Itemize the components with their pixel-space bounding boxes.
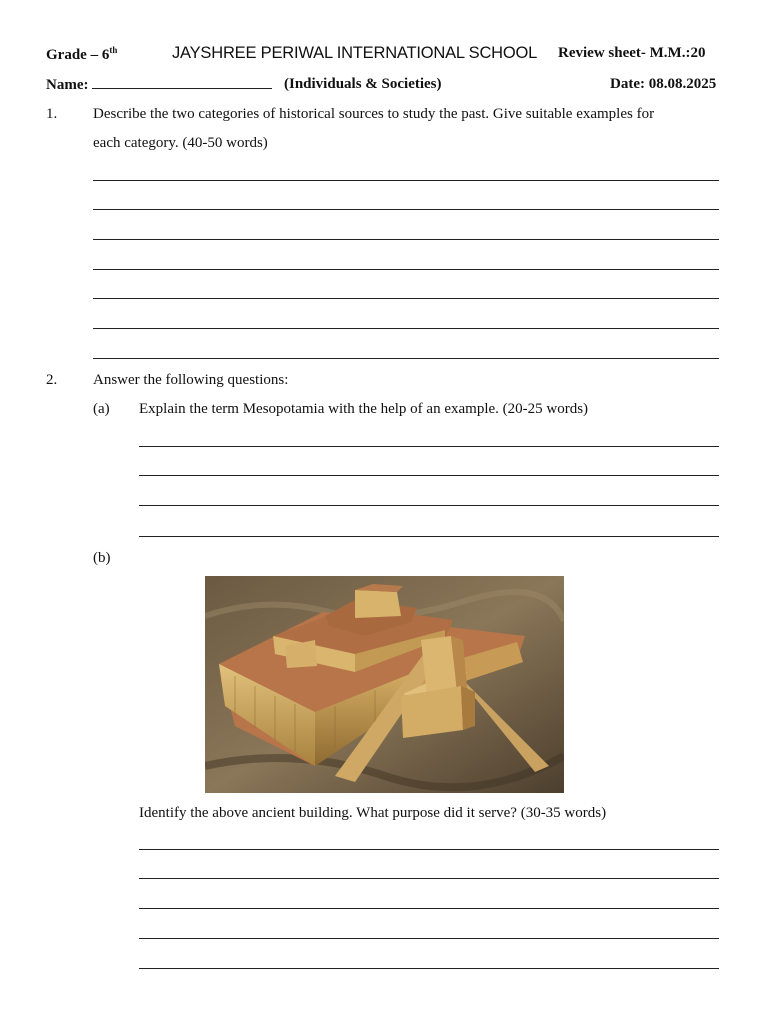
q1-answer-line[interactable] xyxy=(93,269,719,270)
q2-text: Answer the following questions: xyxy=(93,372,289,388)
grade-label: Grade – 6th xyxy=(46,45,118,63)
q1-answer-line[interactable] xyxy=(93,180,719,181)
q2b-answer-line[interactable] xyxy=(139,908,719,909)
name-field[interactable] xyxy=(46,76,272,94)
q2a-answer-line[interactable] xyxy=(139,536,719,537)
review-sheet-label: Review sheet- M.M.:20 xyxy=(558,45,706,61)
q1-number: 1. xyxy=(46,106,58,122)
q2b-answer-line[interactable] xyxy=(139,938,719,939)
q2a-answer-line[interactable] xyxy=(139,505,719,506)
q1-answer-line[interactable] xyxy=(93,328,719,329)
q2a-answer-line[interactable] xyxy=(139,446,719,447)
school-name: JAYSHREE PERIWAL INTERNATIONAL SCHOOL xyxy=(172,44,538,62)
ziggurat-image xyxy=(205,576,564,793)
name-label: Name: xyxy=(46,77,89,93)
q1-answer-line[interactable] xyxy=(93,209,719,210)
q1-text-line2: each category. (40-50 words) xyxy=(93,135,268,151)
q2a-label: (a) xyxy=(93,401,110,417)
q2-number: 2. xyxy=(46,372,58,388)
q2b-label: (b) xyxy=(93,550,111,566)
q2b-answer-line[interactable] xyxy=(139,968,719,969)
subject-label: (Individuals & Societies) xyxy=(284,76,442,92)
q1-answer-line[interactable] xyxy=(93,298,719,299)
q2b-text: Identify the above ancient building. What purpose did it serve? (30-35 words) xyxy=(139,805,607,821)
q1-text-line1: Describe the two categories of historical sources to study the past. Give suitable examples for xyxy=(93,106,655,122)
q2a-answer-line[interactable] xyxy=(139,475,719,476)
q2b-answer-line[interactable] xyxy=(139,849,719,850)
q2a-text: Explain the term Mesopotamia with the help of an example. (20-25 words) xyxy=(139,401,589,417)
q2b-answer-line[interactable] xyxy=(139,878,719,879)
name-blank[interactable] xyxy=(92,76,272,89)
q1-answer-line[interactable] xyxy=(93,358,719,359)
date-label: Date: 08.08.2025 xyxy=(610,76,717,92)
q1-answer-line[interactable] xyxy=(93,239,719,240)
